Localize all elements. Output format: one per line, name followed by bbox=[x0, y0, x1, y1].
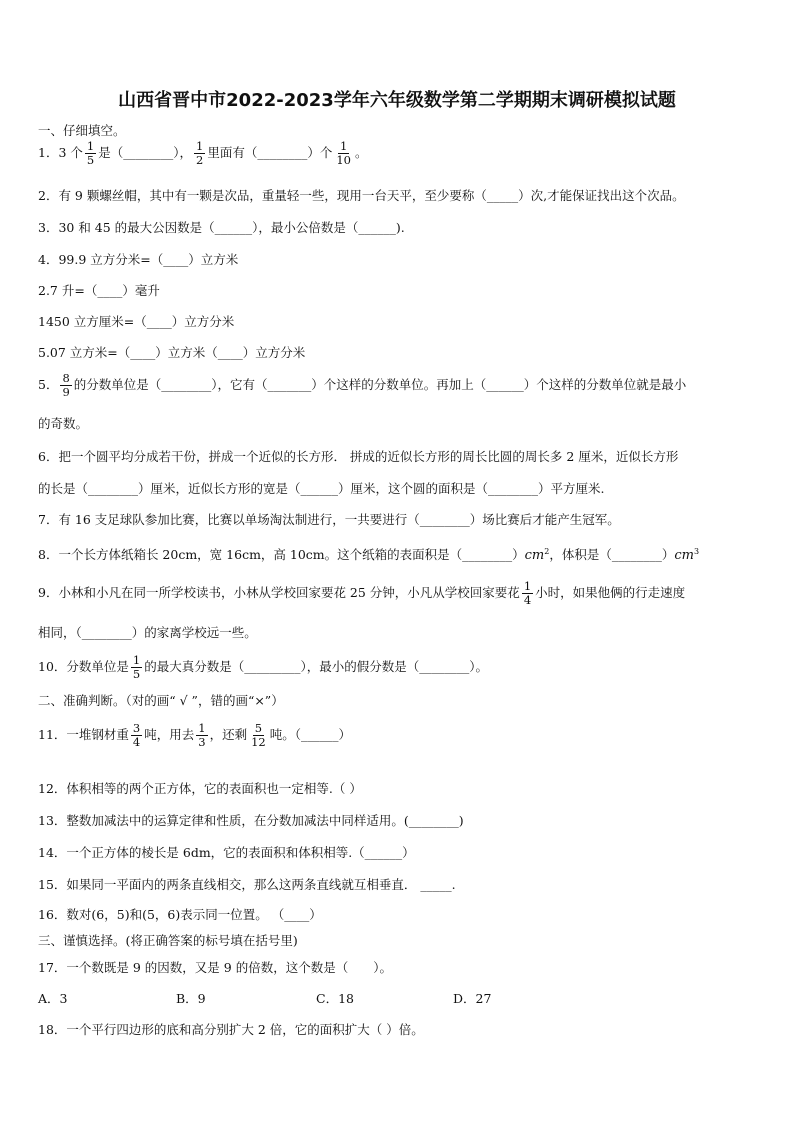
question-9: 9．小林和小凡在同一所学校读书，小林从学校回家要花 25 分钟，小凡从学校回家要花 $\frac{1}{4}$ 小时，如果他俩的行走速度 bbox=[38, 579, 686, 607]
question-10: 10．分数单位是 $\frac{1}{5}$ 的最大真分数是（_________），最小的假分数是（________）。 bbox=[38, 653, 488, 681]
fraction: $\frac{8}{9}$ bbox=[62, 371, 70, 399]
question-13: 13．整数加减法中的运算定律和性质，在分数加减法中同样适用。(________) bbox=[38, 813, 464, 828]
question-4-part-3: 1450 立方厘米=（____）立方分米 bbox=[38, 314, 235, 329]
question-16: 16．数对(6，5)和(5，6)表示同一位置。 （____） bbox=[38, 907, 322, 922]
question-5-continued: 的奇数。 bbox=[38, 416, 89, 431]
page-title: 山西省晋中市2022-2023学年六年级数学第二学期期末调研模拟试题 bbox=[118, 90, 676, 111]
fraction: $\frac{3}{4}$ bbox=[132, 721, 141, 749]
fraction: $\frac{1}{3}$ bbox=[198, 721, 206, 749]
question-18: 18．一个平行四边形的底和高分别扩大 2 倍，它的面积扩大（ ）倍。 bbox=[38, 1022, 424, 1037]
section-3-heading: 三、谨慎选择。(将正确答案的标号填在括号里) bbox=[38, 933, 298, 948]
question-15: 15．如果同一平面内的两条直线相交，那么这两条直线就互相垂直． _____. bbox=[38, 877, 456, 892]
question-9-continued: 相同，（________）的家离学校远一些。 bbox=[38, 625, 257, 640]
section-1-heading: 一、仔细填空。 bbox=[38, 123, 126, 138]
unit-cm: cm bbox=[524, 548, 545, 563]
fraction: $\frac{5}{12}$ bbox=[251, 721, 266, 749]
question-4-part-2: 2.7 升=（____）毫升 bbox=[38, 283, 160, 298]
question-3: 3．30 和 45 的最大公因数是（______），最小公倍数是（______). bbox=[38, 220, 405, 235]
fraction: $\frac{1}{2}$ bbox=[195, 139, 204, 167]
option-a: A．3 bbox=[38, 991, 68, 1006]
question-14: 14．一个正方体的棱长是 6dm，它的表面积和体积相等.（______） bbox=[38, 845, 415, 860]
unit-cm: cm bbox=[674, 548, 694, 563]
q1-text-1: 1．3 个 bbox=[38, 145, 83, 160]
question-12: 12．体积相等的两个正方体，它的表面积也一定相等.（ ） bbox=[38, 781, 362, 796]
question-5: 5． $\frac{8}{9}$ 的分数单位是（________），它有（_______）个这样的分数单位。再加上（______）个这样的分数单位就是最小 bbox=[38, 371, 687, 399]
option-c: C．18 bbox=[316, 991, 354, 1006]
question-2: 2．有 9 颗螺丝帽，其中有一颗是次品，重量轻一些，现用一台天平，至少要称（_____）次,才能保证找出这个次品。 bbox=[38, 188, 685, 203]
section-2-heading: 二、准确判断。（对的画“ √ ”，错的画“×”） bbox=[38, 693, 284, 708]
fraction: $\frac{1}{5}$ bbox=[86, 139, 95, 167]
question-17: 17．一个数既是 9 的因数，又是 9 的倍数，这个数是（ ）。 bbox=[38, 960, 392, 975]
q1-text-4: 。 bbox=[354, 145, 368, 160]
question-6-continued: 的长是（________）厘米，近似长方形的宽是（______）厘米，这个圆的面积是（________）平方厘米. bbox=[38, 481, 605, 496]
question-4-part-4: 5.07 立方米=（____）立方米（____）立方分米 bbox=[38, 345, 306, 360]
q1-text-2: 是（________）， bbox=[98, 145, 192, 160]
question-11: 11．一堆钢材重 $\frac{3}{4}$ 吨，用去 $\frac{1}{3}$ ，还剩 $\frac{5}{12}$ 吨。（______） bbox=[38, 721, 351, 749]
question-1 bbox=[38, 140, 367, 167]
q1-text-3: 里面有（________）个 bbox=[207, 145, 333, 160]
question-4: 4．99.9 立方分米=（____）立方米 bbox=[38, 252, 239, 267]
question-6: 6．把一个圆平均分成若干份，拼成一个近似的长方形． 拼成的近似长方形的周长比圆的周长多 2 厘米，近似长方形 bbox=[38, 449, 679, 464]
option-b: B．9 bbox=[176, 991, 206, 1006]
fraction: $\frac{1}{4}$ bbox=[523, 579, 532, 607]
option-d: D．27 bbox=[453, 991, 492, 1006]
question-8: 8．一个长方体纸箱长 20cm，宽 16cm，高 10cm。这个纸箱的表面积是$(\_\_\_\_\_\_\_\_)cm^2$，体积是$(\_\_\_\_\_\_\_\_)cm^3$ bbox=[38, 546, 700, 563]
fraction: $\frac{1}{10}$ bbox=[336, 139, 351, 167]
fraction: $\frac{1}{5}$ bbox=[132, 653, 141, 681]
question-7: 7．有 16 支足球队参加比赛，比赛以单场淘汰制进行，一共要进行（________）场比赛后才能产生冠军。 bbox=[38, 512, 620, 527]
